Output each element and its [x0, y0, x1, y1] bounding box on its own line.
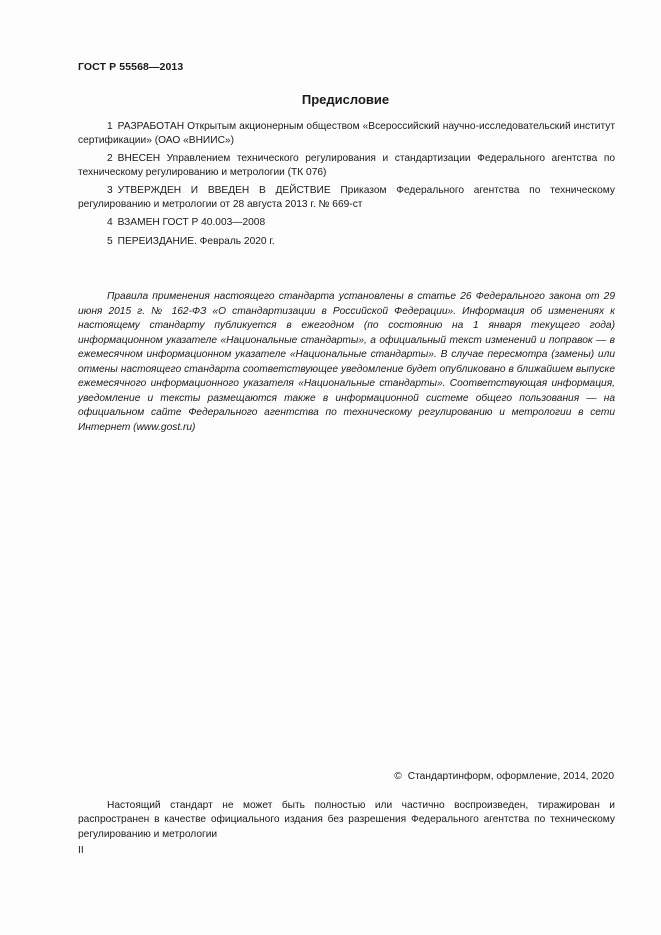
item-number: 1: [107, 121, 113, 132]
item-number: 2: [107, 153, 113, 164]
page-title: Предисловие: [301, 92, 390, 107]
standard-code: ГОСТ Р 55568—2013: [78, 61, 184, 73]
application-notice: Правила применения настоящего стандарта установлены в статье 26 Федерального закона от 29 июня 2015 г. № 162-ФЗ «О стандартизации в Российской Федерации». Информация об изменениях к настоящему стандарту публикуется в ежегодном (по состоянию на 1 января текущего года) информационном указателе «Национальные стандарты», а официальный текст изменений и поправок — в ежемесячном информационном указателе «Национальные стандарты». В случае пересмотра (замены) или отмены настоящего стандарта соответствующее уведомление будет опубликовано в ближайшем выпуске ежемесячного информационного указателя «Национальные стандарты». Соответствующая информация, уведомление и тексты размещаются также в информационной системе общего пользования — на официальном сайте Федерального агентства по техническому регулированию и метрологии в сети Интернет (www.gost.ru): [78, 291, 615, 433]
foreword-item-2: [78, 152, 615, 181]
item-number: 3: [107, 185, 113, 196]
foreword-item-4: [78, 216, 615, 230]
copyright-icon: ©: [394, 771, 402, 782]
item-text: ВЗАМЕН ГОСТ Р 40.003—2008: [117, 217, 266, 228]
item-text: УТВЕРЖДЕН И ВВЕДЕН В ДЕЙСТВИЕ Приказом Федерального агентства по техническому регулированию и метрологии от 28 августа 2013 г. № 669-ст: [78, 185, 615, 211]
foreword-item-3: [78, 184, 615, 213]
copyright-line: [394, 771, 614, 782]
item-text: ВНЕСЕН Управлением технического регулирования и стандартизации Федерального агентства по техническому регулированию и метрологии (ТК 076): [78, 153, 615, 179]
foreword-item-5: [78, 235, 615, 249]
item-text: ПЕРЕИЗДАНИЕ. Февраль 2020 г.: [117, 236, 275, 247]
foreword-item-1: [78, 120, 615, 149]
item-number: 4: [107, 217, 113, 228]
item-number: 5: [107, 236, 113, 247]
page-number: II: [78, 845, 84, 856]
item-text: РАЗРАБОТАН Открытым акционерным обществом «Всероссийский научно-исследовательский институт сертификации» (ОАО «ВНИИС»): [78, 121, 615, 147]
copyright-text: Стандартинформ, оформление, 2014, 2020: [407, 771, 614, 782]
reproduction-rights: Настоящий стандарт не может быть полностью или частично воспроизведен, тиражирован и распространен в качестве официального издания без разрешения Федерального агентства по техническому регулированию и метрологии: [78, 800, 615, 840]
